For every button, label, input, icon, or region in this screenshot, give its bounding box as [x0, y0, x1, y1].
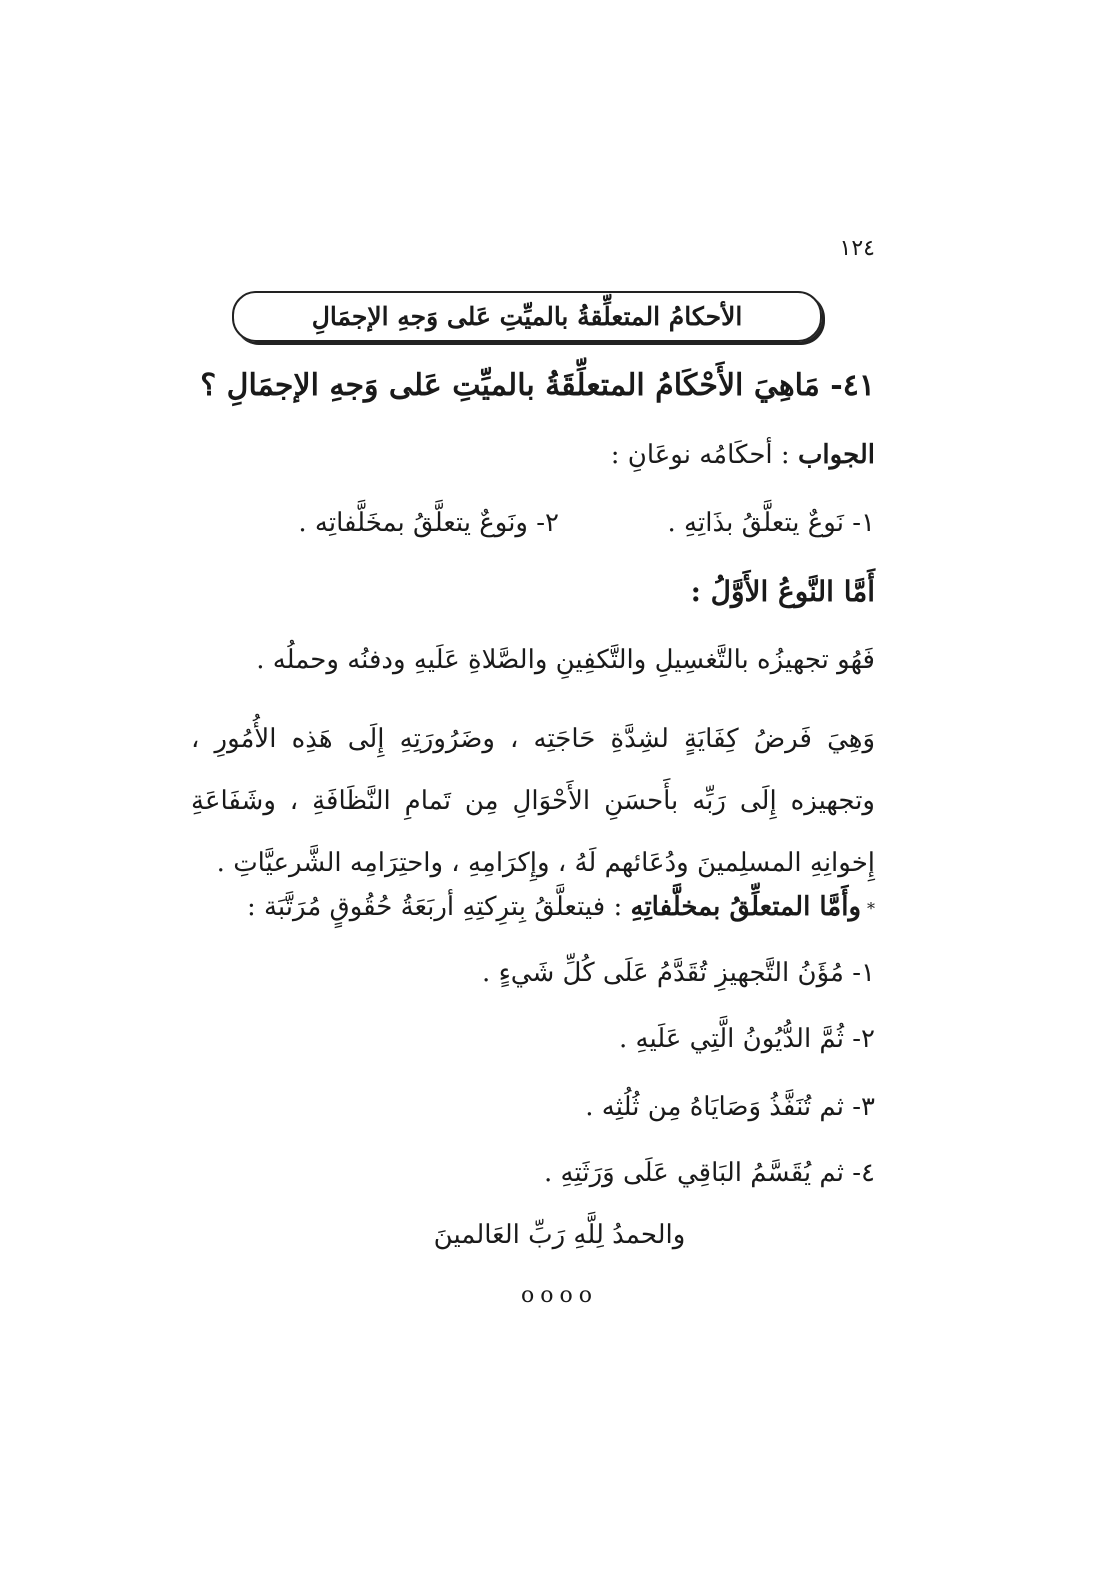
right-item-4: ٤- ثم يُقَسَّمُ البَاقِي عَلَى وَرَثَتِهِ . — [544, 1158, 875, 1188]
right-item-1: ١- مُؤَنُ التَّجهيزِ تُقَدَّمُ عَلَى كُلِّ شَيءٍ . — [482, 958, 875, 988]
section-title: الأحكامُ المتعلِّقةُ بالميِّتِ عَلى وَجهِ الإجمَالِ — [311, 302, 743, 331]
right-item-2: ٢- ثُمَّ الدُّيُونُ الَّتِي عَلَيهِ . — [618, 1024, 875, 1054]
paragraph-second: وَهِيَ فَرضُ كِفَايَةٍ لشِدَّةِ حَاجَتِه ، وضَرُورَتِهِ إِلَى هَذِه الأُمُورِ ، وتجهيزه إِلَى رَبِّه بأَحسَنِ الأَحْوَالِ مِن تَمامِ النَّظَافَةِ ، وشَفَاعَةِ إِخوانِهِ المسلِمينَ ودُعَائهم لَهُ ، وإِكرَامِهِ ، واحتِرَامِه الشَّرعيَّاتِ . — [191, 724, 875, 878]
paragraph-first: فَهُو تجهيزُه بالتَّغسِيلِ والتَّكفِينِ والصَّلاةِ عَلَيهِ ودفنُه وحملُه . — [256, 645, 875, 675]
type-item-first: ١- نَوعٌ يتعلَّقُ بذَاتِهِ . — [667, 508, 875, 538]
type-item-second: ٢- ونَوعٌ يتعلَّقُ بمخَلَّفاتِه . — [298, 508, 559, 538]
first-type-heading: أَمَّا النَّوعُ الأَوَّلُ : — [690, 575, 875, 608]
second-type-text: : فيتعلَّقُ بِترِكتِهِ أربَعَةُ حُقُوقٍ مُرَتَّبَة : — [246, 892, 623, 922]
right-item-3: ٣- ثم تُنَفَّذُ وَصَايَاهُ مِن ثُلُثِه . — [585, 1092, 875, 1122]
asterisk-marker: * — [867, 898, 875, 918]
second-type-label: وأَمَّا المتعلِّقُ بمخلَّفاتِهِ — [630, 892, 861, 922]
question-heading: ٤١- مَاهِيَ الأَحْكَامُ المتعلِّقَةُ بالميِّتِ عَلى وَجهِ الإجمَالِ ؟ — [200, 368, 875, 403]
end-ornament: oooo — [521, 1283, 598, 1308]
second-type-line — [247, 892, 875, 922]
section-title-box — [232, 291, 822, 342]
answer-label: الجواب — [797, 440, 875, 470]
answer-text: : أحكَامُه نوعَانِ : — [610, 440, 790, 470]
answer-line — [611, 440, 875, 470]
page-number: ١٢٤ — [839, 236, 875, 261]
closing-praise: والحمدُ لِلَّهِ رَبِّ العَالمينَ — [433, 1220, 686, 1250]
